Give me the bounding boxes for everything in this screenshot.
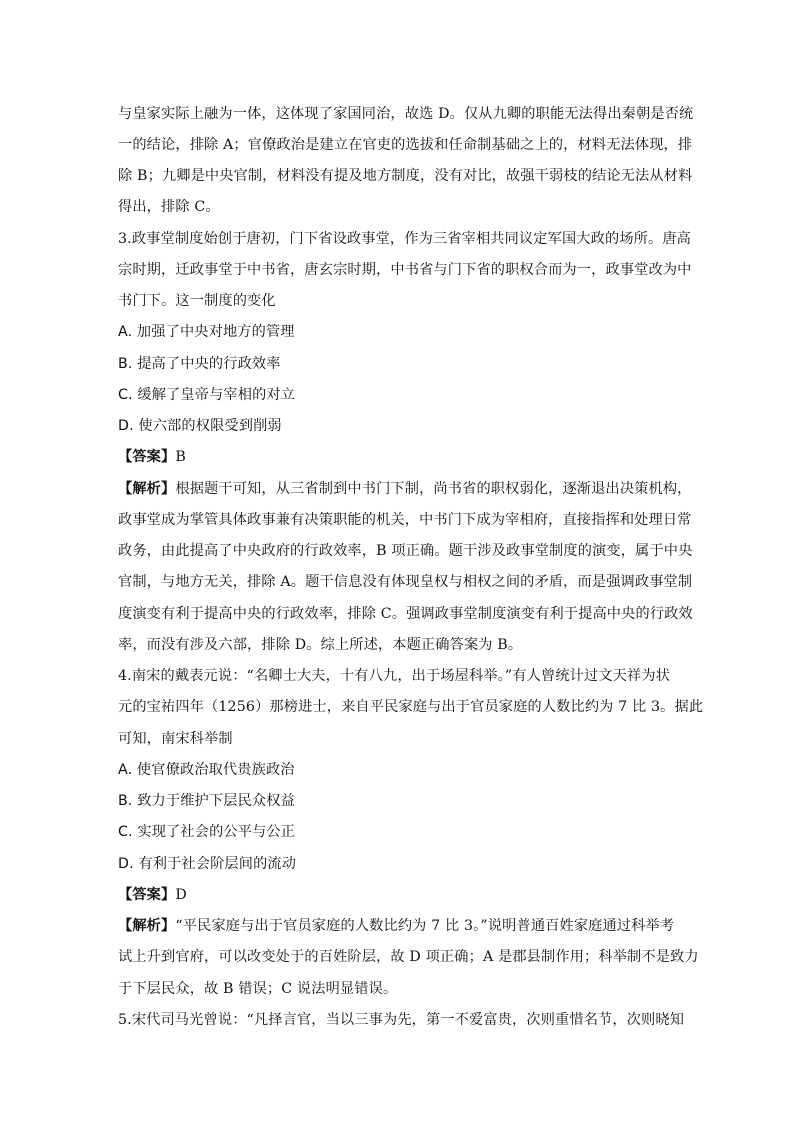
- analysis-line: [118, 915, 674, 935]
- analysis-line: 试上升到官府，可以改变处于的百姓阶层，故 D 项正确；A 是郡县制作用；科举制不是致力: [118, 949, 699, 965]
- text-line: 除 B；九卿是中央官制，材料没有提及地方制度，没有对比，故强干弱枝的结论无法从材料: [118, 168, 693, 184]
- question-3-option-c: C. 缓解了皇帝与宰相的对立: [118, 387, 296, 403]
- question-3-option-a: A. 加强了中央对地方的管理: [118, 324, 295, 340]
- analysis-text: 根据题干可知，从三省制到中书门下制，尚书省的职权弱化，逐渐退出决策机构，: [175, 481, 692, 497]
- question-4-option-b: B. 致力于维护下层民众权益: [118, 793, 295, 809]
- answer-line: [118, 446, 186, 466]
- analysis-line: 政务，由此提高了中央政府的行政效率，B 项正确。题干涉及政事堂制度的演变，属于中央: [118, 543, 693, 559]
- analysis-tag: 【解析】: [118, 918, 176, 934]
- question-3-line: 宗时期，迁政事堂于中书省，唐玄宗时期，中书省与门下省的职权合而为一，政事堂改为中: [118, 262, 692, 278]
- answer-value: D: [175, 887, 187, 903]
- answer-tag: 【答案】: [118, 887, 176, 903]
- analysis-line: 率，而没有涉及六部，排除 D。综上所述，本题正确答案为 B。: [118, 637, 523, 653]
- analysis-line: 政事堂成为掌管具体政事兼有决策职能的机关，中书门下成为宰相府，直接指挥和处理日常: [118, 512, 692, 528]
- question-3-option-b: B. 提高了中央的行政效率: [118, 356, 281, 372]
- question-4-line: 可知，南宋科举制: [118, 731, 233, 747]
- text-line: 与皇家实际上融为一体，这体现了家国同治，故选 D。仅从九卿的职能无法得出秦朝是否统: [118, 106, 694, 122]
- text-line: 得出，排除 C。: [118, 199, 220, 215]
- question-3-line: 书门下。这一制度的变化: [118, 293, 276, 309]
- answer-tag: 【答案】: [118, 449, 176, 465]
- question-3-option-d: D. 使六部的权限受到削弱: [118, 418, 282, 434]
- question-4-option-a: A. 使官僚政治取代贵族政治: [118, 762, 295, 778]
- question-4-option-d: D. 有利于社会阶层间的流动: [118, 856, 297, 872]
- question-5-line: 5.宋代司马光曾说：“凡择言官，当以三事为先，第一不爱富贵，次则重惜名节，次则晓知: [118, 1012, 685, 1028]
- question-3-line: 3.政事堂制度始创于唐初，门下省设政事堂，作为三省宰相共同议定军国大政的场所。唐高: [118, 231, 692, 247]
- answer-value: B: [175, 449, 186, 465]
- analysis-line: 度演变有利于提高中央的行政效率，排除 C。强调政事堂制度演变有利于提高中央的行政效: [118, 606, 693, 622]
- analysis-line: 于下层民众，故 B 错误；C 说法明显错误。: [118, 981, 398, 997]
- text-line: 一的结论，排除 A；官僚政治是建立在官吏的选拔和任命制基础之上的，材料无法体现，排: [118, 137, 693, 153]
- analysis-line: 官制，与地方无关，排除 A。题干信息没有体现皇权与相权之间的矛盾，而是强调政事堂制: [118, 574, 693, 590]
- question-4-line: 4.南宋的戴表元说：“名卿士大夫，十有八九，出于场屋科举。”有人曾统计过文天祥为状: [118, 668, 671, 684]
- question-4-option-c: C. 实现了社会的公平与公正: [118, 824, 296, 840]
- analysis-text: “平民家庭与出于官员家庭的人数比约为 7 比 3。”说明普通百姓家庭通过科举考: [175, 918, 675, 934]
- question-4-line: 元的宝祐四年（1256）那榜进士，来自平民家庭与出于官员家庭的人数比约为 7 比 3。据此: [118, 699, 704, 715]
- answer-line: [118, 884, 187, 904]
- analysis-tag: 【解析】: [118, 481, 176, 497]
- analysis-line: [118, 478, 692, 498]
